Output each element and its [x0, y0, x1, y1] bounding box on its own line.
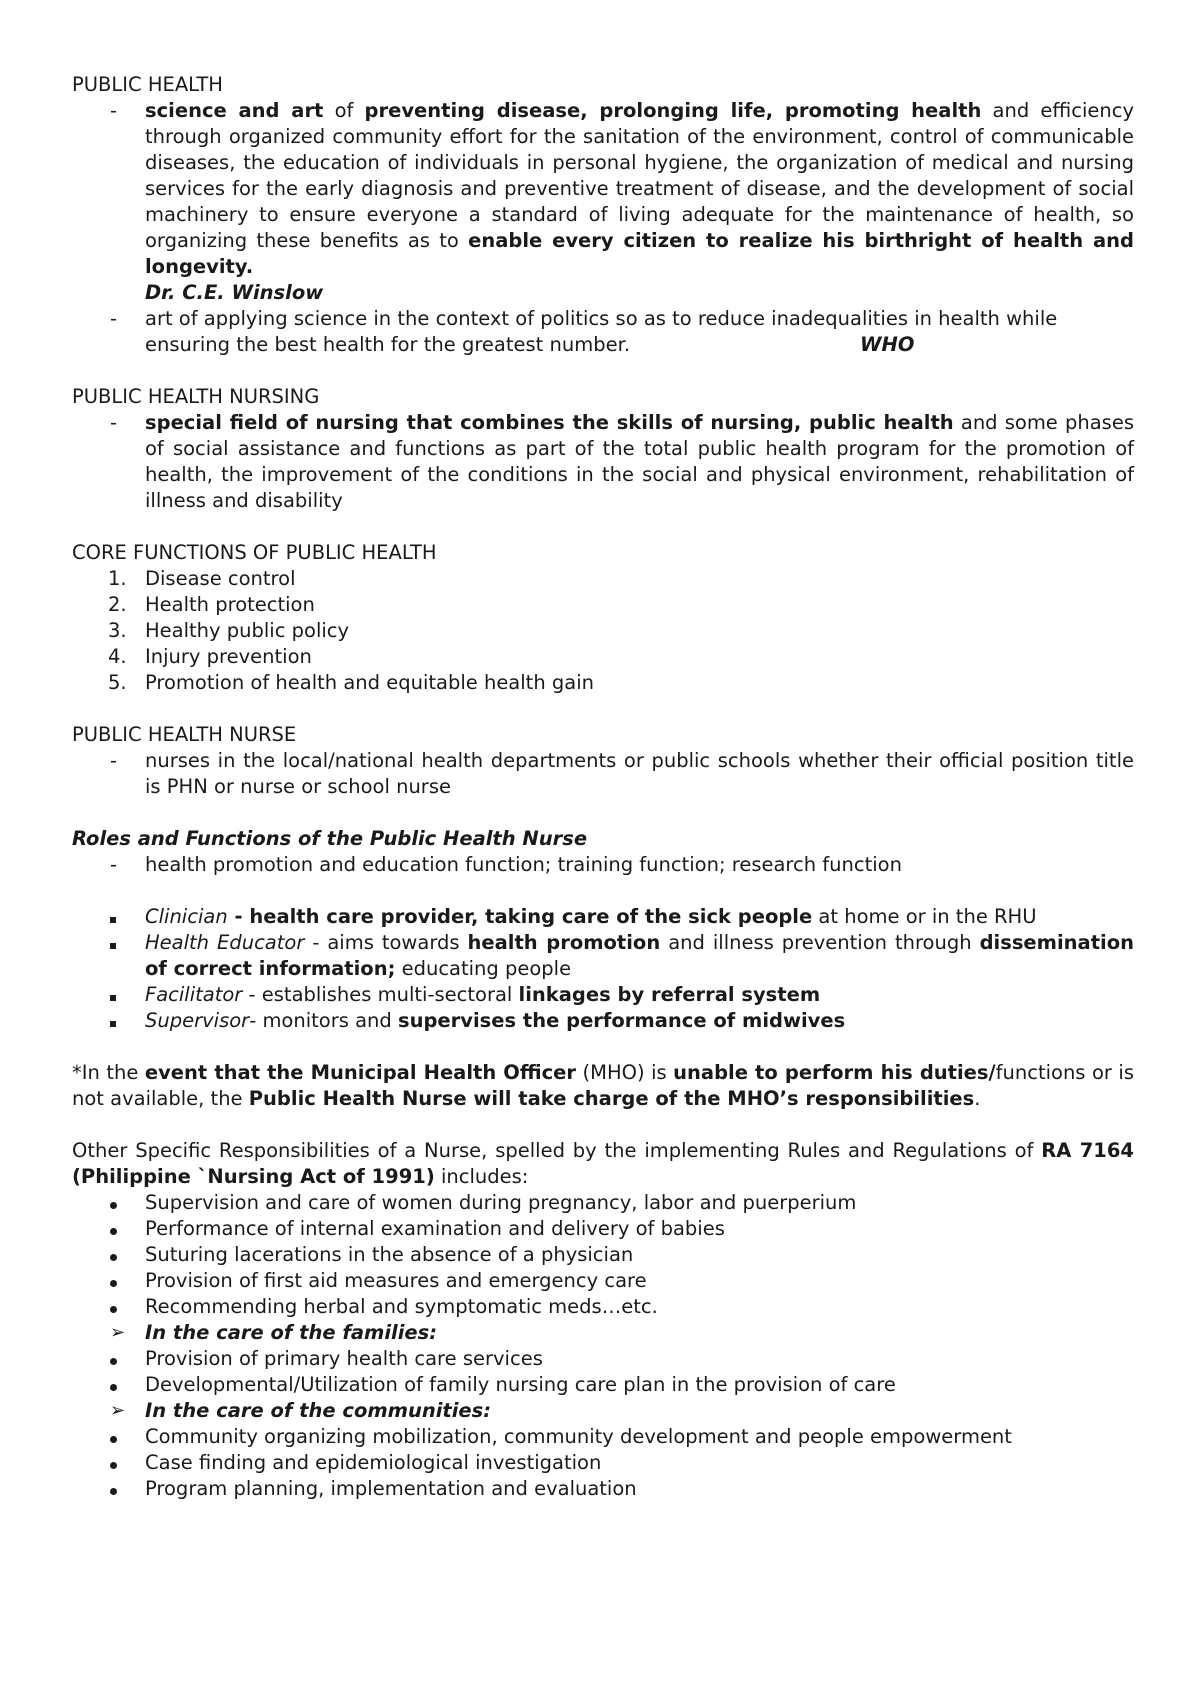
square-bullet-icon [110, 1021, 116, 1027]
dash-marker: - [110, 411, 118, 434]
list-item [72, 644, 1134, 670]
list-item [72, 1476, 1134, 1502]
role-item-facilitator [72, 982, 1134, 1008]
other-responsibilities-intro [72, 1138, 1134, 1190]
definition-item [72, 748, 1134, 800]
square-bullet-icon [110, 943, 116, 949]
bullet-icon [110, 1280, 117, 1287]
arrow-bullet-icon: ➢ [110, 1400, 126, 1421]
dash-marker: - [110, 99, 118, 122]
list-item [72, 1372, 1134, 1398]
text: at home or in the RHU [812, 905, 1037, 928]
list-text: Case finding and epidemiological investigation [145, 1451, 602, 1474]
emphasis: special field of nursing that combines the skills of nursing, public health [145, 411, 954, 434]
list-number: 3. [108, 619, 127, 642]
arrow-bullet-icon: ➢ [110, 1322, 126, 1343]
emphasis: supervises the performance of midwives [397, 1009, 846, 1032]
text: of [323, 99, 365, 122]
definition-item [72, 852, 1134, 878]
text: functions or is not available, the [72, 1061, 1134, 1110]
list-text: Health protection [145, 593, 315, 616]
square-bullet-icon [110, 917, 116, 923]
list-number: 1. [108, 567, 127, 590]
text: - health care provider, [227, 905, 486, 928]
dash-marker: - [110, 307, 118, 330]
mho-note [72, 1060, 1134, 1112]
section-heading-roles [72, 826, 1134, 852]
role-name: Supervisor [145, 1009, 250, 1032]
text: and illness prevention through [660, 931, 980, 954]
text: Other Specific Responsibilities of a Nurse, spelled by the implementing Rules and Regulations of [72, 1139, 1042, 1162]
emphasis: unable to perform his duties/ [673, 1061, 996, 1084]
section-heading-public-health-nursing: PUBLIC HEALTH NURSING [72, 385, 320, 408]
text: and some phases of social assistance and functions as part of the total public health program for the promotion of health, the improvement of the conditions in the social and physical environment, rehabilitation of illness and disability [145, 411, 1134, 512]
list-text: Recommending herbal and symptomatic meds…etc. [145, 1295, 658, 1318]
source-attribution: WHO [860, 333, 915, 356]
text: . [974, 1087, 981, 1110]
emphasis: RA 7164 (Philippine `Nursing Act of 1991) [72, 1139, 1134, 1188]
section-heading-public-health: PUBLIC HEALTH [72, 73, 223, 96]
list-text: Supervision and care of women during pregnancy, labor and puerperium [145, 1191, 857, 1214]
roles-summary: health promotion and education function; training function; research function [145, 853, 902, 876]
definition-item [72, 98, 1134, 306]
list-text: Disease control [145, 567, 296, 590]
text: and efficiency through organized community effort for the sanitation of the environment, control of communicable diseases, the education of individuals in personal hygiene, the organization of medical and nursing services for the early diagnosis and preventive treatment of disease, and the development of social machinery to ensure everyone a standard of living adequate for the maintenance of health, so organizing these benefits as to [145, 99, 1134, 252]
list-item [72, 1268, 1134, 1294]
list-item [72, 1190, 1134, 1216]
bullet-icon [110, 1384, 117, 1391]
list-item [72, 1424, 1134, 1450]
list-number: 2. [108, 593, 127, 616]
list-text: Program planning, implementation and evaluation [145, 1477, 637, 1500]
text: - monitors and [249, 1009, 398, 1032]
list-text: Healthy public policy [145, 619, 350, 642]
list-item [72, 1216, 1134, 1242]
list-text: Developmental/Utilization of family nursing care plan in the provision of care [145, 1373, 896, 1396]
emphasis: linkages by referral system [518, 983, 821, 1006]
list-item [72, 670, 1134, 696]
section-heading-core-functions: CORE FUNCTIONS OF PUBLIC HEALTH [72, 541, 437, 564]
emphasis: dissemination of correct information; [145, 931, 1134, 980]
list-item [72, 1294, 1134, 1320]
definition-text [145, 98, 1134, 306]
bullet-icon [110, 1462, 117, 1469]
bullet-icon [110, 1358, 117, 1365]
subheading-text: In the care of the communities: [145, 1399, 492, 1422]
role-name: Clinician [145, 905, 228, 928]
definition-item [72, 410, 1134, 514]
subheading-text: In the care of the families: [145, 1321, 438, 1344]
text: art of applying science in the context of politics so as to reduce inadequalities in health while ensuring the best health for the greatest number. [145, 307, 1058, 356]
role-item-supervisor [72, 1008, 1134, 1034]
bullet-icon [110, 1436, 117, 1443]
bullet-icon [110, 1488, 117, 1495]
text: educating people [395, 957, 572, 980]
emphasis: preventing disease, prolonging life, promoting health [364, 99, 982, 122]
list-item [72, 566, 1134, 592]
text: *In the [72, 1061, 145, 1084]
list-text: Suturing lacerations in the absence of a physician [145, 1243, 634, 1266]
definition-text: nurses in the local/national health departments or public schools whether their official position title is PHN or nurse or school nurse [145, 749, 1134, 798]
list-text: Provision of first aid measures and emergency care [145, 1269, 647, 1292]
bullet-icon [110, 1202, 117, 1209]
list-item [72, 618, 1134, 644]
text: (MHO) is [576, 1061, 674, 1084]
text: - establishes multi-sectoral [242, 983, 519, 1006]
emphasis: taking care of the sick people [485, 905, 813, 928]
definition-text [145, 306, 1134, 358]
role-name: Health Educator [145, 931, 305, 954]
list-item [72, 1450, 1134, 1476]
bullet-icon [110, 1306, 117, 1313]
list-text: Provision of primary health care services [145, 1347, 543, 1370]
list-text: Performance of internal examination and delivery of babies [145, 1217, 725, 1240]
list-number: 5. [108, 671, 127, 694]
author-attribution: Dr. C.E. Winslow [145, 281, 324, 304]
dash-marker: - [110, 853, 118, 876]
list-item [72, 1242, 1134, 1268]
emphasis: health promotion [467, 931, 661, 954]
section-heading-public-health-nurse: PUBLIC HEALTH NURSE [72, 723, 297, 746]
list-number: 4. [108, 645, 127, 668]
text: - aims towards [304, 931, 468, 954]
emphasis: science and art [145, 99, 324, 122]
emphasis: event that the Municipal Health Officer [144, 1061, 577, 1084]
definition-item [72, 306, 1134, 358]
square-bullet-icon [110, 995, 116, 1001]
role-name: Facilitator [145, 983, 243, 1006]
list-text: Community organizing mobilization, community development and people empowerment [145, 1425, 1012, 1448]
document-page [72, 72, 1134, 1502]
role-item-health-educator [72, 930, 1134, 982]
list-item [72, 592, 1134, 618]
dash-marker: - [110, 749, 118, 772]
list-text: Injury prevention [145, 645, 312, 668]
list-text: Promotion of health and equitable health gain [145, 671, 594, 694]
role-item-clinician [72, 904, 1134, 930]
emphasis: Public Health Nurse will take charge of the MHO’s responsibilities [248, 1087, 975, 1110]
definition-text [145, 410, 1134, 514]
subheading-families [72, 1320, 1134, 1346]
list-item [72, 1346, 1134, 1372]
text: includes: [434, 1165, 529, 1188]
emphasis: enable every citizen to realize his birthright of health and longevity. [145, 229, 1134, 278]
bullet-icon [110, 1228, 117, 1235]
roles-heading-text: Roles and Functions of the Public Health Nurse [72, 827, 588, 850]
bullet-icon [110, 1254, 117, 1261]
subheading-communities [72, 1398, 1134, 1424]
